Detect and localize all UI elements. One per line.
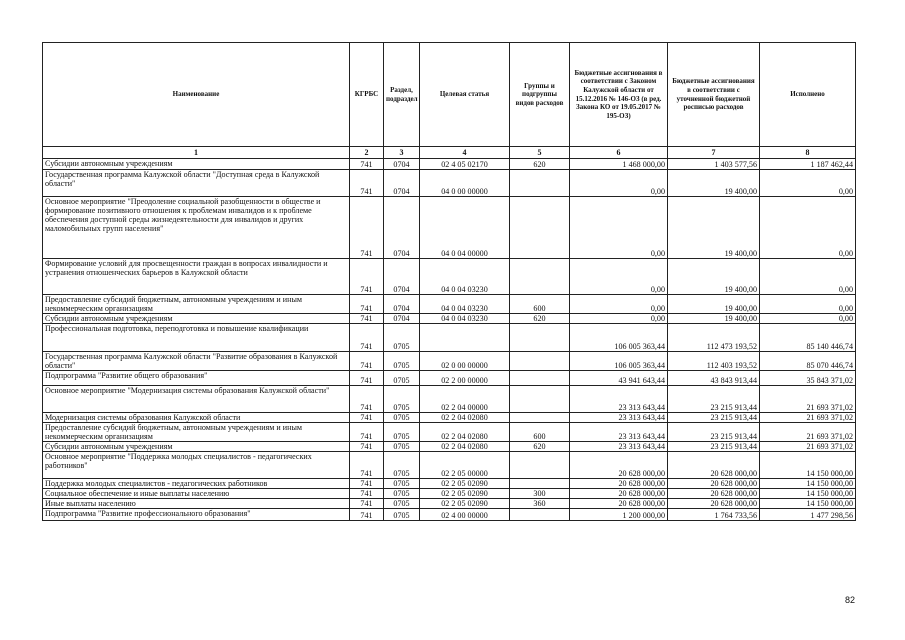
cell-name: Формирование условий для просвещенности граждан в вопросах инвалидности и устранения отношенческих барьеров в Калужской области <box>43 259 350 295</box>
cell-executed-amount: 14 150 000,00 <box>760 499 856 509</box>
cell-plan-amount: 19 400,00 <box>668 314 760 324</box>
table-row <box>43 499 856 509</box>
cell-target-article: 02 2 05 02090 <box>420 489 510 499</box>
cell-law-amount: 20 628 000,00 <box>570 499 668 509</box>
cell-name: Предоставление субсидий бюджетным, автономным учреждениям и иным некоммерческим организациям <box>43 295 350 314</box>
header-law-assignments: Бюджетные ассигнования в соответствии с Законом Калужской области от 15.12.2016 № 146-ОЗ (в ред. Закона КО от 19.05.2017 № 195-ОЗ) <box>570 43 668 147</box>
cell-expense-group <box>510 371 570 386</box>
cell-target-article: 04 0 04 03230 <box>420 259 510 295</box>
header-expense-groups: Группы и подгруппы видов расходов <box>510 43 570 147</box>
table-body <box>43 159 856 521</box>
cell-name: Поддержка молодых специалистов - педагогических работников <box>43 479 350 489</box>
cell-name: Модернизация системы образования Калужской области <box>43 413 350 423</box>
cell-razdel: 0705 <box>384 371 420 386</box>
cell-razdel: 0705 <box>384 479 420 489</box>
cell-expense-group <box>510 413 570 423</box>
cell-law-amount: 1 200 000,00 <box>570 509 668 521</box>
cell-razdel: 0704 <box>384 170 420 197</box>
column-number: 6 <box>570 147 668 159</box>
cell-name: Социальное обеспечение и иные выплаты населению <box>43 489 350 499</box>
cell-executed-amount: 85 140 446,74 <box>760 324 856 352</box>
table-row <box>43 324 856 352</box>
cell-plan-amount: 43 843 913,44 <box>668 371 760 386</box>
cell-expense-group <box>510 509 570 521</box>
cell-razdel: 0705 <box>384 352 420 371</box>
cell-plan-amount: 112 473 193,52 <box>668 324 760 352</box>
cell-expense-group <box>510 479 570 489</box>
column-number: 8 <box>760 147 856 159</box>
cell-plan-amount: 19 400,00 <box>668 259 760 295</box>
cell-name: Субсидии автономным учреждениям <box>43 314 350 324</box>
cell-name: Профессиональная подготовка, переподготовка и повышение квалификации <box>43 324 350 352</box>
page-number: 82 <box>845 595 856 605</box>
table-row <box>43 413 856 423</box>
cell-name: Предоставление субсидий бюджетным, автономным учреждениям и иным некоммерческим организациям <box>43 423 350 442</box>
cell-target-article: 02 2 04 02080 <box>420 413 510 423</box>
cell-plan-amount: 23 215 913,44 <box>668 442 760 452</box>
table-row <box>43 452 856 479</box>
table-row <box>43 314 856 324</box>
cell-executed-amount: 14 150 000,00 <box>760 479 856 489</box>
header-kgrbs: КГРБС <box>350 43 384 147</box>
cell-executed-amount: 85 070 446,74 <box>760 352 856 371</box>
header-budget-schedule: Бюджетные ассигнования в соответствии с уточненной бюджетной росписью расходов <box>668 43 760 147</box>
table-row <box>43 489 856 499</box>
cell-name: Основное мероприятие "Модернизация системы образования Калужской области" <box>43 386 350 413</box>
cell-plan-amount: 20 628 000,00 <box>668 499 760 509</box>
header-target-article: Целевая статья <box>420 43 510 147</box>
column-number: 7 <box>668 147 760 159</box>
cell-razdel: 0705 <box>384 413 420 423</box>
cell-executed-amount: 0,00 <box>760 259 856 295</box>
table-row <box>43 423 856 442</box>
cell-expense-group: 600 <box>510 423 570 442</box>
cell-target-article: 02 2 05 02090 <box>420 479 510 489</box>
cell-plan-amount: 1 403 577,56 <box>668 159 760 170</box>
cell-plan-amount: 23 215 913,44 <box>668 386 760 413</box>
cell-kgrbs: 741 <box>350 197 384 259</box>
cell-target-article: 04 0 00 00000 <box>420 170 510 197</box>
column-number: 1 <box>43 147 350 159</box>
cell-kgrbs: 741 <box>350 259 384 295</box>
cell-plan-amount: 20 628 000,00 <box>668 479 760 489</box>
cell-kgrbs: 741 <box>350 479 384 489</box>
cell-executed-amount: 21 693 371,02 <box>760 442 856 452</box>
cell-plan-amount: 1 764 733,56 <box>668 509 760 521</box>
cell-expense-group: 620 <box>510 314 570 324</box>
cell-target-article: 02 2 05 00000 <box>420 452 510 479</box>
cell-target-article: 02 4 05 02170 <box>420 159 510 170</box>
cell-plan-amount: 19 400,00 <box>668 197 760 259</box>
cell-razdel: 0705 <box>384 452 420 479</box>
table-row <box>43 159 856 170</box>
cell-razdel: 0704 <box>384 259 420 295</box>
cell-name: Государственная программа Калужской области "Развитие образования в Калужской области" <box>43 352 350 371</box>
cell-law-amount: 23 313 643,44 <box>570 413 668 423</box>
cell-razdel: 0705 <box>384 423 420 442</box>
cell-target-article: 04 0 04 03230 <box>420 295 510 314</box>
cell-kgrbs: 741 <box>350 489 384 499</box>
table-row <box>43 442 856 452</box>
table-row <box>43 295 856 314</box>
cell-law-amount: 0,00 <box>570 197 668 259</box>
cell-plan-amount: 20 628 000,00 <box>668 489 760 499</box>
cell-kgrbs: 741 <box>350 295 384 314</box>
cell-expense-group: 300 <box>510 489 570 499</box>
table-row <box>43 259 856 295</box>
cell-plan-amount: 23 215 913,44 <box>668 413 760 423</box>
cell-expense-group <box>510 452 570 479</box>
cell-kgrbs: 741 <box>350 386 384 413</box>
cell-razdel: 0704 <box>384 314 420 324</box>
cell-kgrbs: 741 <box>350 442 384 452</box>
cell-name: Иные выплаты населению <box>43 499 350 509</box>
cell-razdel: 0705 <box>384 499 420 509</box>
cell-razdel: 0704 <box>384 197 420 259</box>
cell-law-amount: 1 468 000,00 <box>570 159 668 170</box>
cell-law-amount: 0,00 <box>570 170 668 197</box>
cell-razdel: 0705 <box>384 509 420 521</box>
cell-expense-group <box>510 259 570 295</box>
cell-kgrbs: 741 <box>350 170 384 197</box>
cell-law-amount: 0,00 <box>570 259 668 295</box>
cell-name: Подпрограмма "Развитие профессионального образования" <box>43 509 350 521</box>
cell-plan-amount: 20 628 000,00 <box>668 452 760 479</box>
cell-law-amount: 106 005 363,44 <box>570 352 668 371</box>
cell-kgrbs: 741 <box>350 324 384 352</box>
cell-target-article: 02 2 04 02080 <box>420 423 510 442</box>
cell-executed-amount: 0,00 <box>760 295 856 314</box>
cell-name: Субсидии автономным учреждениям <box>43 442 350 452</box>
cell-razdel: 0705 <box>384 442 420 452</box>
cell-executed-amount: 21 693 371,02 <box>760 423 856 442</box>
cell-kgrbs: 741 <box>350 452 384 479</box>
cell-law-amount: 0,00 <box>570 295 668 314</box>
cell-kgrbs: 741 <box>350 423 384 442</box>
cell-law-amount: 20 628 000,00 <box>570 479 668 489</box>
cell-expense-group: 360 <box>510 499 570 509</box>
cell-law-amount: 106 005 363,44 <box>570 324 668 352</box>
cell-target-article: 04 0 04 00000 <box>420 197 510 259</box>
cell-expense-group <box>510 352 570 371</box>
cell-expense-group: 620 <box>510 442 570 452</box>
budget-table <box>42 42 856 521</box>
cell-plan-amount: 19 400,00 <box>668 170 760 197</box>
cell-expense-group: 620 <box>510 159 570 170</box>
cell-name: Субсидии автономным учреждениям <box>43 159 350 170</box>
cell-law-amount: 23 313 643,44 <box>570 442 668 452</box>
cell-law-amount: 23 313 643,44 <box>570 423 668 442</box>
cell-kgrbs: 741 <box>350 314 384 324</box>
header-executed: Исполнено <box>760 43 856 147</box>
cell-expense-group <box>510 197 570 259</box>
column-number: 3 <box>384 147 420 159</box>
cell-razdel: 0704 <box>384 295 420 314</box>
cell-target-article: 02 4 00 00000 <box>420 509 510 521</box>
table-row <box>43 509 856 521</box>
cell-razdel: 0704 <box>384 159 420 170</box>
cell-target-article: 02 0 00 00000 <box>420 352 510 371</box>
table-row <box>43 371 856 386</box>
cell-plan-amount: 19 400,00 <box>668 295 760 314</box>
cell-kgrbs: 741 <box>350 509 384 521</box>
table-row <box>43 352 856 371</box>
cell-kgrbs: 741 <box>350 499 384 509</box>
column-number-row <box>43 147 856 159</box>
cell-kgrbs: 741 <box>350 413 384 423</box>
cell-plan-amount: 112 403 193,52 <box>668 352 760 371</box>
table-row <box>43 197 856 259</box>
cell-kgrbs: 741 <box>350 371 384 386</box>
cell-target-article: 02 2 04 00000 <box>420 386 510 413</box>
header-name: Наименование <box>43 43 350 147</box>
cell-target-article <box>420 324 510 352</box>
cell-law-amount: 20 628 000,00 <box>570 452 668 479</box>
column-number: 4 <box>420 147 510 159</box>
cell-executed-amount: 21 693 371,02 <box>760 386 856 413</box>
cell-target-article: 02 2 05 02090 <box>420 499 510 509</box>
header-razdel: Раздел, подраздел <box>384 43 420 147</box>
cell-kgrbs: 741 <box>350 159 384 170</box>
table-row <box>43 170 856 197</box>
cell-executed-amount: 1 187 462,44 <box>760 159 856 170</box>
cell-executed-amount: 21 693 371,02 <box>760 413 856 423</box>
cell-target-article: 02 2 00 00000 <box>420 371 510 386</box>
table-row <box>43 386 856 413</box>
cell-law-amount: 0,00 <box>570 314 668 324</box>
cell-name: Подпрограмма "Развитие общего образования" <box>43 371 350 386</box>
cell-name: Основное мероприятие "Преодоление социальной разобщенности в обществе и формирование позитивного отношения к проблемам инвалидов и к проблеме обеспечения доступной среды жизнедеятельности для инвалидов и других маломобильных групп населения" <box>43 197 350 259</box>
cell-expense-group <box>510 386 570 413</box>
cell-law-amount: 20 628 000,00 <box>570 489 668 499</box>
cell-target-article: 02 2 04 02080 <box>420 442 510 452</box>
cell-expense-group <box>510 170 570 197</box>
cell-law-amount: 43 941 643,44 <box>570 371 668 386</box>
cell-executed-amount: 35 843 371,02 <box>760 371 856 386</box>
cell-expense-group: 600 <box>510 295 570 314</box>
column-number: 2 <box>350 147 384 159</box>
cell-name: Основное мероприятие "Поддержка молодых специалистов - педагогических работников" <box>43 452 350 479</box>
cell-plan-amount: 23 215 913,44 <box>668 423 760 442</box>
cell-executed-amount: 14 150 000,00 <box>760 489 856 499</box>
cell-razdel: 0705 <box>384 489 420 499</box>
cell-kgrbs: 741 <box>350 352 384 371</box>
cell-expense-group <box>510 324 570 352</box>
cell-executed-amount: 0,00 <box>760 170 856 197</box>
cell-razdel: 0705 <box>384 386 420 413</box>
cell-executed-amount: 0,00 <box>760 314 856 324</box>
cell-executed-amount: 0,00 <box>760 197 856 259</box>
cell-law-amount: 23 313 643,44 <box>570 386 668 413</box>
header-row <box>43 43 856 147</box>
cell-razdel: 0705 <box>384 324 420 352</box>
table-row <box>43 479 856 489</box>
cell-target-article: 04 0 04 03230 <box>420 314 510 324</box>
cell-name: Государственная программа Калужской области "Доступная среда в Калужской области" <box>43 170 350 197</box>
column-number: 5 <box>510 147 570 159</box>
cell-executed-amount: 14 150 000,00 <box>760 452 856 479</box>
cell-executed-amount: 1 477 298,56 <box>760 509 856 521</box>
